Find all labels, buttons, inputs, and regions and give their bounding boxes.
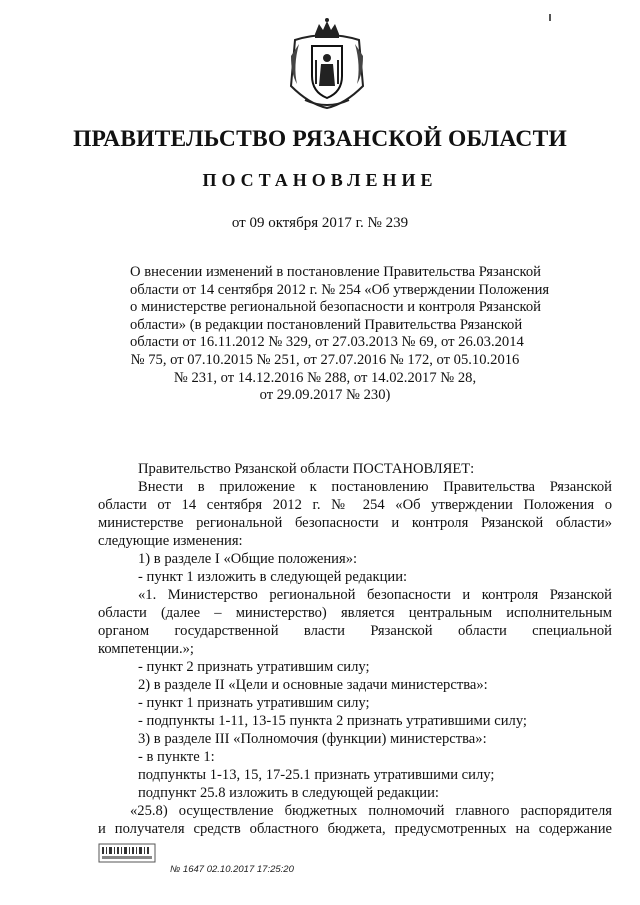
body-line: подпункт 25.8 изложить в следующей редакции:: [138, 785, 439, 801]
body-line: области (далее – министерство) является центральным исполнительным: [98, 605, 612, 621]
registration-number: № 1647 02.10.2017 17:25:20: [170, 864, 294, 875]
date-number: от 09 октября 2017 г. № 239: [231, 215, 409, 231]
body-line: - пункт 2 признать утратившим силу;: [138, 659, 370, 675]
document-body: [98, 460, 612, 838]
body-line: Внести в приложение к постановлению Правительства Рязанской: [138, 479, 612, 495]
body-line: области от 14 сентября 2012 г. № 254 «Об утверждении Положения о: [98, 497, 612, 513]
subject-line: № 75, от 07.10.2015 № 251, от 27.07.2016 № 172, от 05.10.2016: [130, 351, 520, 368]
body-line: Правительство Рязанской области ПОСТАНОВЛЯЕТ:: [138, 461, 475, 477]
body-line: - в пункте 1:: [138, 749, 215, 765]
body-line: компетенции.»;: [98, 641, 194, 657]
barcode-stamp-icon: [98, 843, 156, 863]
subject-line: № 231, от 14.12.2016 № 288, от 14.02.2017 № 28,: [173, 369, 477, 386]
body-line: «25.8) осуществление бюджетных полномочий главного распорядителя: [130, 803, 612, 819]
document-type: ПОСТАНОВЛЕНИЕ: [202, 170, 438, 190]
subject-line: о министерстве региональной безопасности и контроля Рязанской: [130, 299, 541, 316]
coat-of-arms-emblem: [285, 16, 369, 112]
body-line: подпункты 1-13, 15, 17-25.1 признать утратившими силу;: [138, 767, 495, 783]
subject-line: от 29.09.2017 № 230): [259, 387, 391, 404]
corner-mark: [549, 14, 551, 21]
body-line: - пункт 1 изложить в следующей редакции:: [138, 569, 408, 585]
body-line: министерстве региональной безопасности и контроля Рязанской области»: [98, 515, 612, 531]
body-line: - подпункты 1-11, 13-15 пункта 2 признать утратившими силу;: [138, 713, 527, 729]
body-line: 2) в разделе II «Цели и основные задачи министерства»:: [138, 677, 488, 693]
body-line: и получателя средств областного бюджета, предусмотренных на содержание: [98, 821, 612, 837]
subject-line: области от 16.11.2012 № 329, от 27.03.2013 № 69, от 26.03.2014: [130, 334, 524, 351]
body-line: «1. Министерство региональной безопасности и контроля Рязанской: [138, 587, 612, 603]
body-line: - пункт 1 признать утратившим силу;: [138, 695, 370, 711]
body-line: 1) в разделе I «Общие положения»:: [138, 551, 358, 567]
subject-line: области» (в редакции постановлений Правительства Рязанской: [130, 316, 523, 333]
body-line: следующие изменения:: [98, 533, 243, 549]
subject-line: области от 14 сентября 2012 г. № 254 «Об утверждении Положения: [130, 281, 550, 298]
subject-line: О внесении изменений в постановление Правительства Рязанской: [130, 264, 541, 280]
government-title: ПРАВИТЕЛЬСТВО РЯЗАНСКОЙ ОБЛАСТИ: [73, 126, 567, 152]
body-line: органом государственной власти Рязанской области специальной: [98, 623, 612, 639]
body-line: 3) в разделе III «Полномочия (функции) министерства»:: [138, 731, 487, 747]
document-subject: [130, 264, 550, 405]
